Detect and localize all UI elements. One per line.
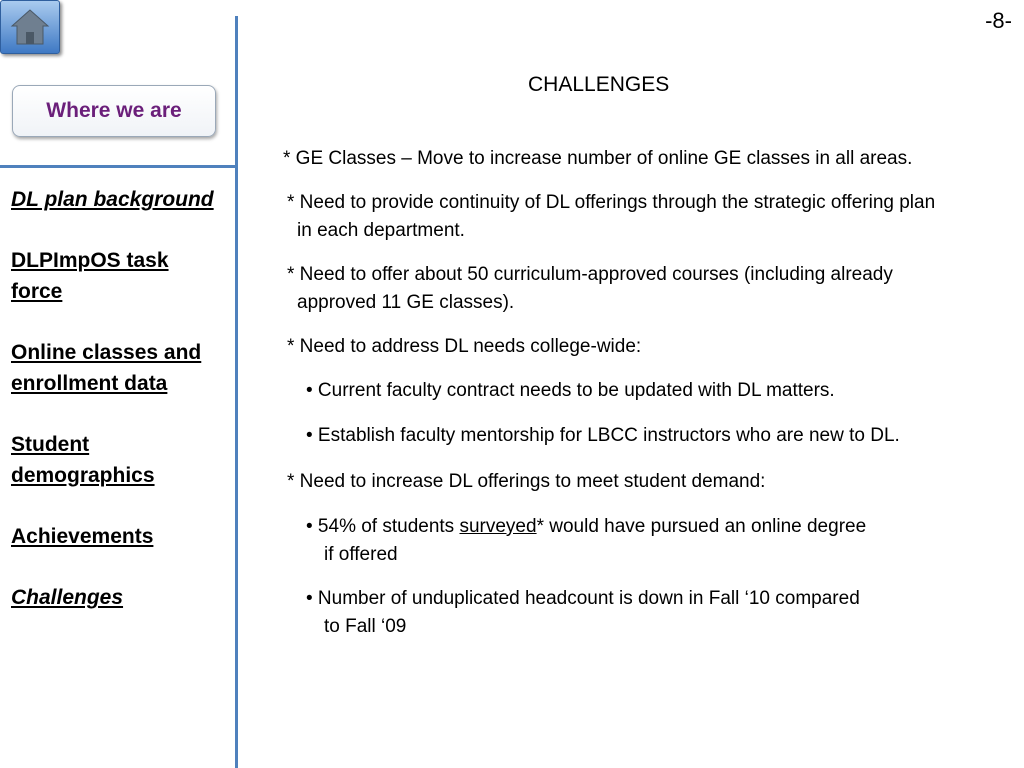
paragraph-student-demand: * Need to increase DL offerings to meet student demand:	[287, 471, 766, 492]
paragraph-line: * Need to provide continuity of DL offerings through the strategic offering plan	[287, 192, 936, 213]
home-icon	[10, 7, 50, 47]
surveyed-link[interactable]: surveyed	[459, 516, 537, 537]
nav-dlpimpos-task-force[interactable]	[11, 245, 233, 307]
nav-dl-plan-background[interactable]	[11, 184, 233, 215]
page-title: CHALLENGES	[528, 73, 670, 96]
paragraph-ge-classes: * GE Classes – Move to increase number of online GE classes in all areas.	[283, 148, 913, 169]
bullet-text: if offered	[324, 544, 398, 565]
bullet-text: * would have pursued an online degree	[536, 516, 867, 537]
nav-label-line: force	[11, 280, 63, 303]
page-number: -8-	[985, 8, 1012, 33]
bullet-text: • 54% of students	[306, 516, 460, 537]
nav-label-line: Online classes and	[11, 341, 202, 364]
nav-label-line: enrollment data	[11, 372, 168, 395]
nav-label-line: Student	[11, 433, 90, 456]
paragraph-line: * Need to offer about 50 curriculum-approved courses (including already	[287, 264, 893, 285]
nav-label-line: Achievements	[11, 525, 154, 548]
bullet-text: • Number of unduplicated headcount is down in Fall ‘10 compared	[306, 588, 860, 609]
nav-challenges[interactable]	[11, 582, 233, 613]
nav-online-classes[interactable]	[11, 337, 233, 399]
bullet-surveyed	[306, 513, 866, 569]
paragraph-college-wide: * Need to address DL needs college-wide:	[287, 336, 642, 357]
nav-label-line: DL plan background	[11, 188, 214, 211]
horizontal-divider	[0, 165, 236, 168]
nav-label-line: demographics	[11, 464, 155, 487]
sidebar-nav	[11, 184, 233, 643]
nav-student-demographics[interactable]	[11, 429, 233, 491]
bullet-mentorship: • Establish faculty mentorship for LBCC instructors who are new to DL.	[306, 425, 900, 446]
paragraph-continuity	[287, 189, 935, 245]
nav-label-line: Challenges	[11, 586, 124, 609]
nav-label-line: DLPImpOS task	[11, 249, 169, 272]
paragraph-curriculum	[287, 261, 893, 317]
bullet-text: to Fall ‘09	[324, 616, 407, 637]
bullet-faculty-contract: • Current faculty contract needs to be updated with DL matters.	[306, 380, 835, 401]
paragraph-line: in each department.	[297, 220, 465, 241]
home-button[interactable]	[0, 0, 60, 54]
paragraph-line: approved 11 GE classes).	[297, 292, 515, 313]
nav-achievements[interactable]	[11, 521, 233, 552]
vertical-divider	[235, 16, 238, 768]
where-we-are-button[interactable]: Where we are	[12, 85, 216, 137]
bullet-headcount	[306, 585, 860, 641]
